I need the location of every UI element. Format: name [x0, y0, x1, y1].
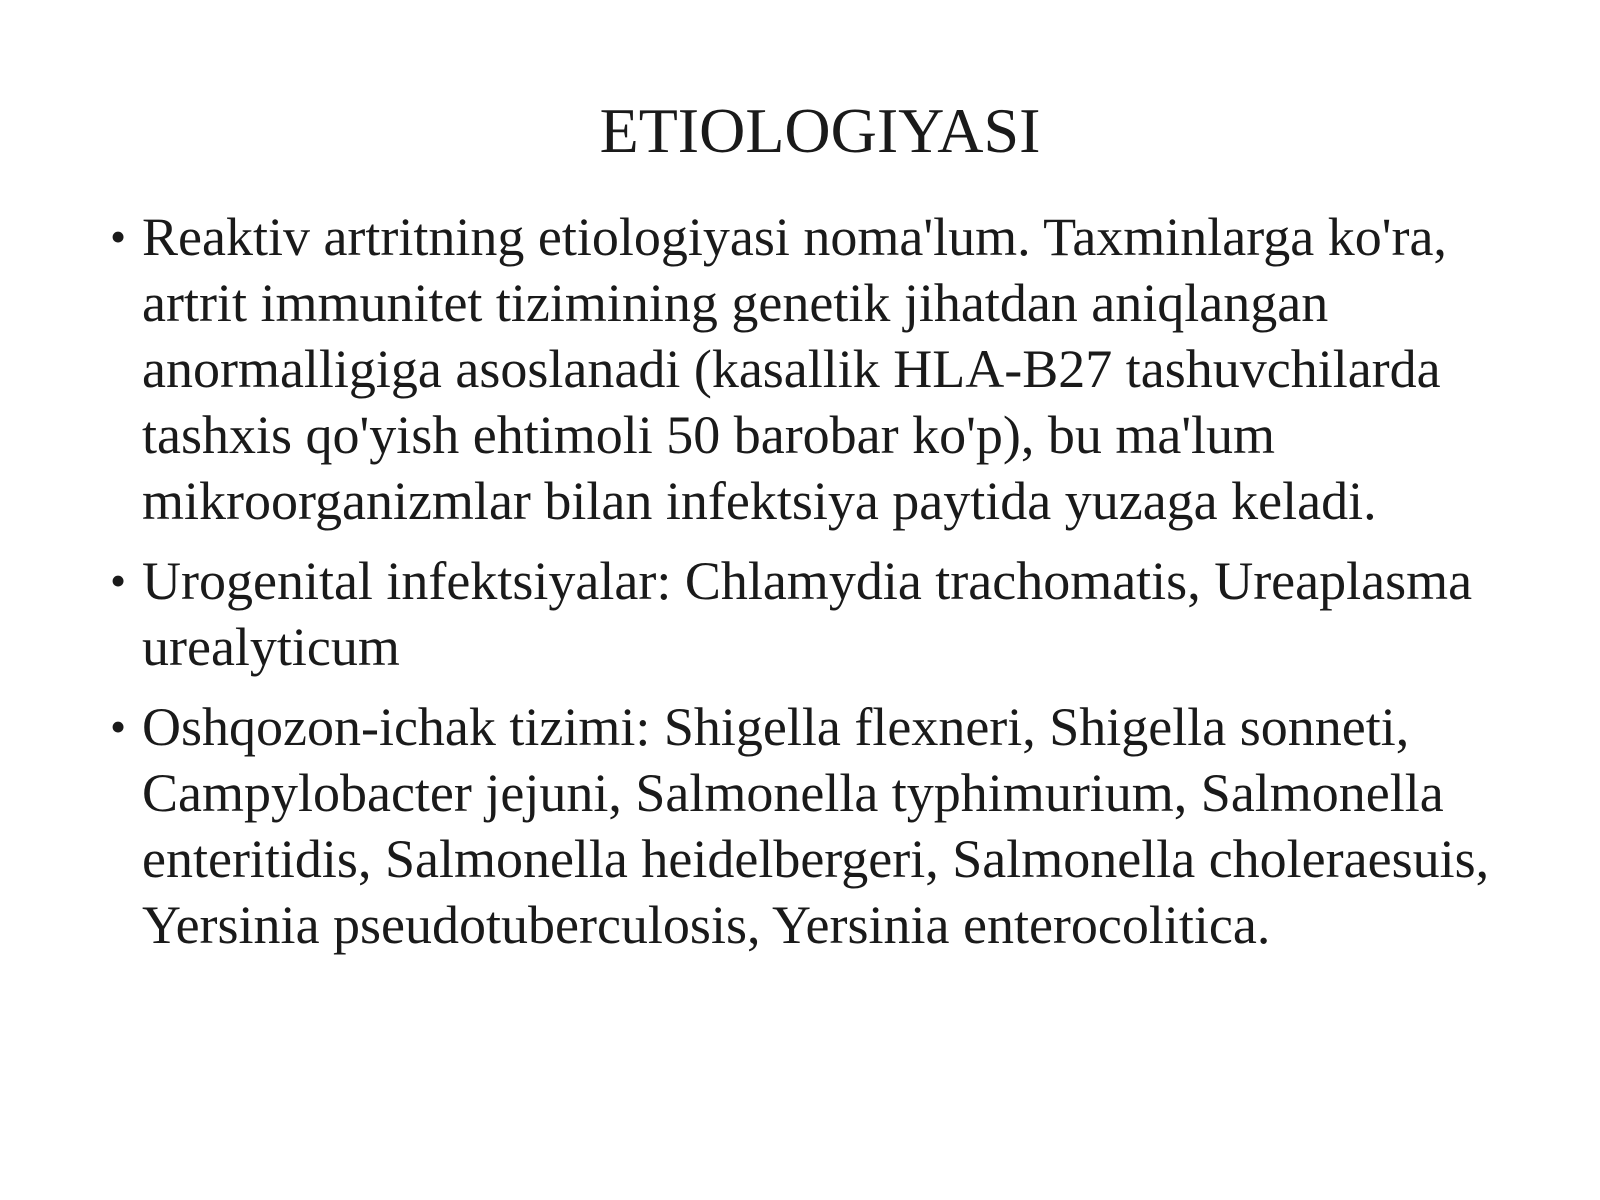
- bullet-marker: •: [110, 211, 127, 262]
- bullet-marker: •: [110, 555, 127, 606]
- slide-title: ETIOLOGIYASI: [599, 95, 1041, 166]
- bullet-text: Oshqozon-ichak tizimi: Shigella flexneri, Shigella sonneti, Campylobacter jejuni, Salmonella typhimurium, Salmonella enteritidis, Salmonella heidelbergeri, Salmonella choleraesuis, Yersinia pseudotuberculosis, Yersinia enterocolitica.: [142, 697, 1490, 955]
- bullet-text: Urogenital infektsiyalar: Chlamydia trachomatis, Ureaplasma urealyticum: [142, 551, 1473, 677]
- bullet-item-etiology: [110, 204, 1560, 534]
- bullet-item-gastrointestinal: [110, 694, 1560, 958]
- bullet-item-urogenital: [110, 548, 1560, 680]
- bullet-text: Reaktiv artritning etiologiyasi noma'lum. Taxminlarga ko'ra, artrit immunitet tizimining genetik jihatdan aniqlangan anormalligiga asoslanadi (kasallik HLA-B27 tashuvchilarda tashxis qo'yish ehtimoli 50 barobar ko'p), bu ma'lum mikroorganizmlar bilan infektsiya paytida yuzaga keladi.: [142, 207, 1447, 531]
- bullet-marker: •: [110, 701, 127, 752]
- bullet-list: [110, 204, 1560, 972]
